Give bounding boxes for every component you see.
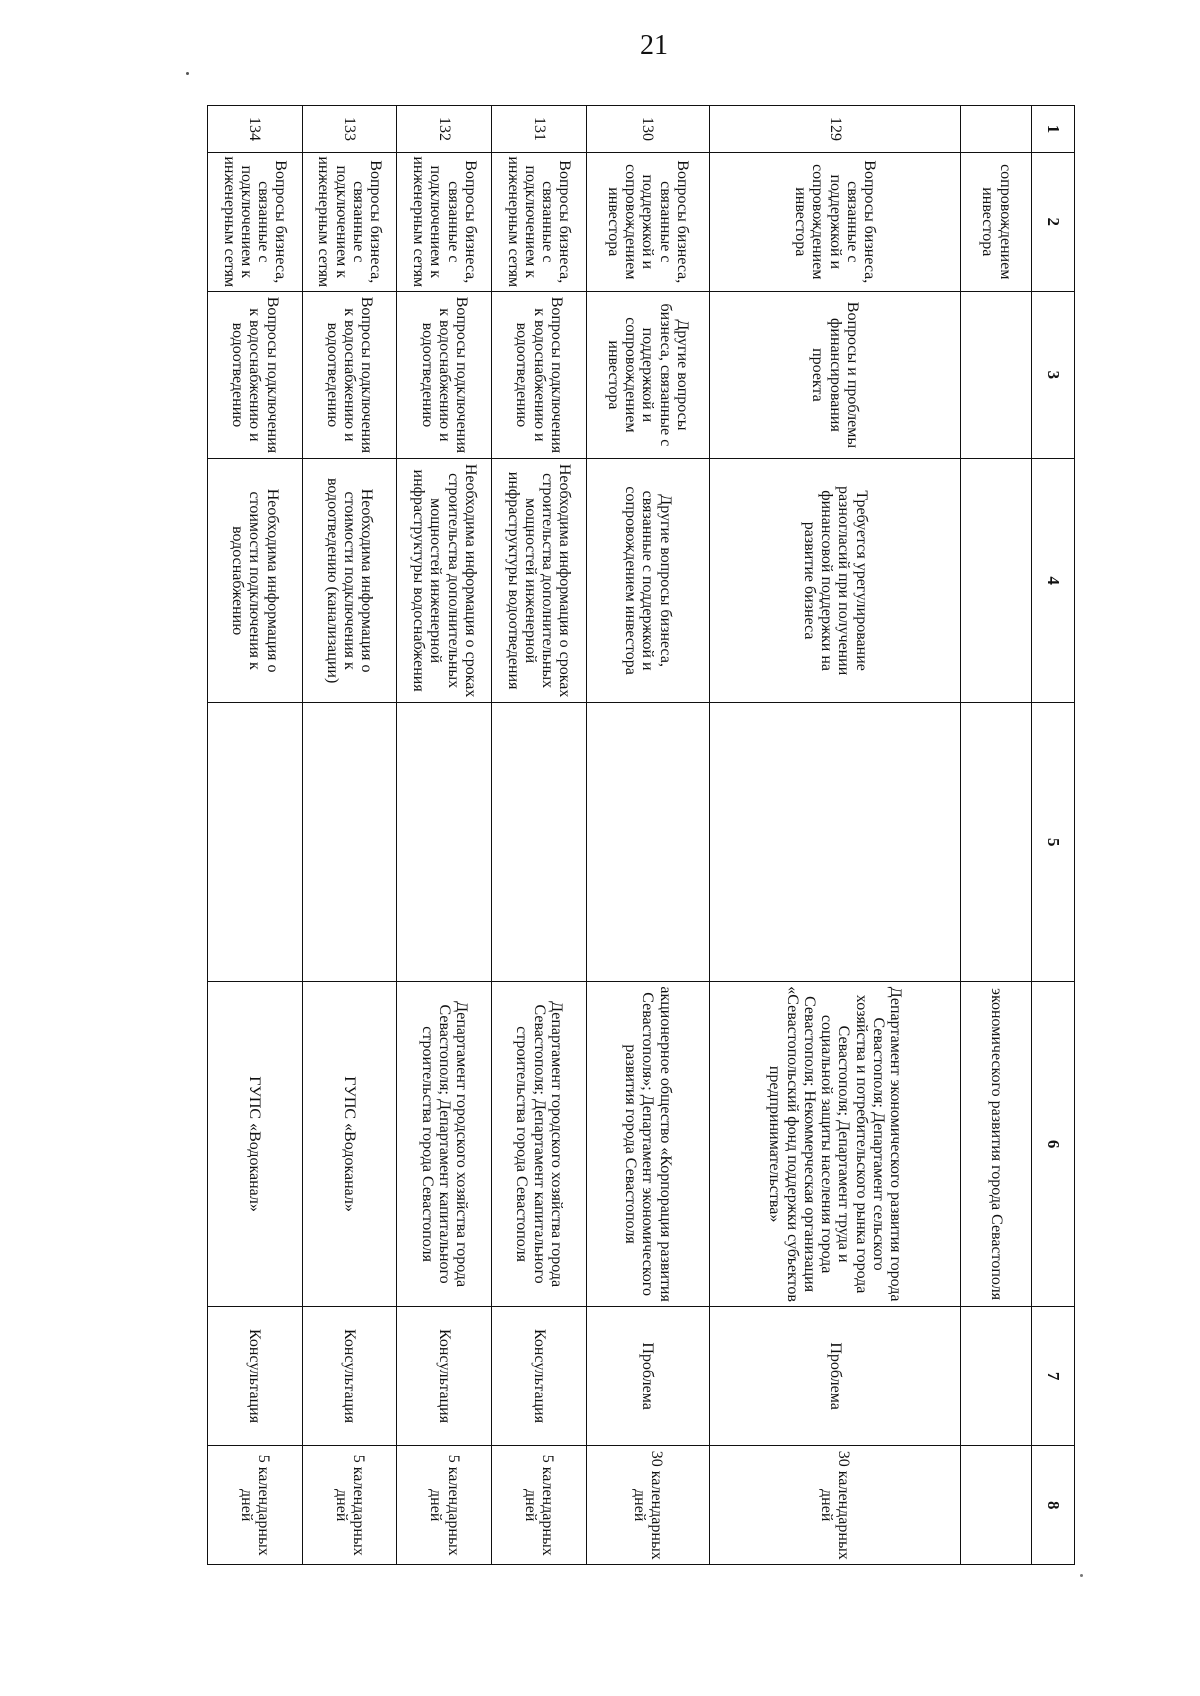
cell-subtopic: Вопросы подключения к водоснабжению и водоотведению bbox=[208, 291, 303, 459]
table-row bbox=[492, 106, 587, 1565]
cell-type: Проблема bbox=[586, 1306, 709, 1446]
cell-col5 bbox=[397, 702, 492, 982]
cell-term: 30 календарных дней bbox=[586, 1446, 709, 1565]
cell-topic: Вопросы бизнеса, связанные с подключением к инженерным сетям bbox=[397, 152, 492, 291]
cell-type: Проблема bbox=[709, 1306, 961, 1446]
cell-responsible: Департамент городского хозяйства города Севастополя; Департамент капитального строительства города Севастополя bbox=[397, 982, 492, 1306]
cell-num: 134 bbox=[208, 106, 303, 153]
cell-topic: Вопросы бизнеса, связанные с поддержкой и сопровождением инвестора bbox=[586, 152, 709, 291]
header-col-4: 4 bbox=[1032, 459, 1075, 703]
table-header-row bbox=[1032, 106, 1075, 1565]
cell-num: 130 bbox=[586, 106, 709, 153]
header-col-7: 7 bbox=[1032, 1306, 1075, 1446]
scan-speck bbox=[1080, 1574, 1083, 1577]
cell-subtopic: Другие вопросы бизнеса, связанные с поддержкой и сопровождением инвестора bbox=[586, 291, 709, 459]
cell-responsible: Департамент городского хозяйства города Севастополя; Департамент капитального строительства города Севастополя bbox=[492, 982, 587, 1306]
cell-type: Консультация bbox=[397, 1306, 492, 1446]
cell-subtopic: Вопросы и проблемы финансирования проекта bbox=[709, 291, 961, 459]
cell-type: Консультация bbox=[492, 1306, 587, 1446]
scan-speck bbox=[186, 72, 189, 75]
cell-subtopic: Вопросы подключения к водоснабжению и водоотведению bbox=[492, 291, 587, 459]
cell-col5 bbox=[586, 702, 709, 982]
cell-issue: Необходима информация о сроках строительства дополнительных мощностей инженерной инфраструктуры водоснабжения bbox=[397, 459, 492, 703]
issues-table bbox=[207, 105, 1075, 1565]
cell-col5 bbox=[208, 702, 303, 982]
cell-topic: Вопросы бизнеса, связанные с подключением к инженерным сетям bbox=[492, 152, 587, 291]
cell-topic: Вопросы бизнеса, связанные с подключением к инженерным сетям bbox=[208, 152, 303, 291]
cell-num bbox=[961, 106, 1032, 153]
table-row bbox=[302, 106, 397, 1565]
cell-col5 bbox=[302, 702, 397, 982]
cell-num: 133 bbox=[302, 106, 397, 153]
cell-responsible: Департамент экономического развития города Севастополя; Департамент сельского хозяйства и потребительского рынка города Севастополя; Департамент труда и социальной защиты населения города Севастополя; Некоммерческая организация «Севастопольский фонд поддержки субъектов предпринимательства» bbox=[709, 982, 961, 1306]
cell-topic: Вопросы бизнеса, связанные с подключением к инженерным сетям bbox=[302, 152, 397, 291]
cell-issue bbox=[961, 459, 1032, 703]
cell-topic: сопровождением инвестора bbox=[961, 152, 1032, 291]
page-number: 21 bbox=[640, 30, 668, 61]
header-col-1: 1 bbox=[1032, 106, 1075, 153]
cell-term: 5 календарных дней bbox=[397, 1446, 492, 1565]
cell-type: Консультация bbox=[208, 1306, 303, 1446]
cell-term: 30 календарных дней bbox=[709, 1446, 961, 1565]
table-row bbox=[397, 106, 492, 1565]
cell-responsible: ГУПС «Водоканал» bbox=[302, 982, 397, 1306]
header-col-3: 3 bbox=[1032, 291, 1075, 459]
header-col-5: 5 bbox=[1032, 702, 1075, 982]
header-col-2: 2 bbox=[1032, 152, 1075, 291]
cell-type bbox=[961, 1306, 1032, 1446]
cell-term: 5 календарных дней bbox=[208, 1446, 303, 1565]
cell-issue: Другие вопросы бизнеса, связанные с поддержкой и сопровождением инвестора bbox=[586, 459, 709, 703]
cell-subtopic: Вопросы подключения к водоснабжению и водоотведению bbox=[302, 291, 397, 459]
cell-responsible: экономического развития города Севастополя bbox=[961, 982, 1032, 1306]
cell-num: 129 bbox=[709, 106, 961, 153]
cell-issue: Требуется урегулирование разногласий при получении финансовой поддержки на развитие бизнеса bbox=[709, 459, 961, 703]
table-row bbox=[586, 106, 709, 1565]
cell-responsible: ГУПС «Водоканал» bbox=[208, 982, 303, 1306]
cell-issue: Необходима информация о стоимости подключения к водоотведению (канализации) bbox=[302, 459, 397, 703]
cell-subtopic bbox=[961, 291, 1032, 459]
cell-subtopic: Вопросы подключения к водоснабжению и водоотведению bbox=[397, 291, 492, 459]
cell-term: 5 календарных дней bbox=[492, 1446, 587, 1565]
cell-num: 132 bbox=[397, 106, 492, 153]
cell-type: Консультация bbox=[302, 1306, 397, 1446]
cell-topic: Вопросы бизнеса, связанные с поддержкой и сопровождением инвестора bbox=[709, 152, 961, 291]
cell-col5 bbox=[961, 702, 1032, 982]
table-row bbox=[208, 106, 303, 1565]
cell-col5 bbox=[492, 702, 587, 982]
rotated-table-wrapper bbox=[207, 105, 1075, 1565]
table-row bbox=[709, 106, 961, 1565]
cell-responsible: акционерное общество «Корпорация развития Севастополя»; Департамент экономического развития города Севастополя bbox=[586, 982, 709, 1306]
header-col-8: 8 bbox=[1032, 1446, 1075, 1565]
header-col-6: 6 bbox=[1032, 982, 1075, 1306]
cell-col5 bbox=[709, 702, 961, 982]
table-row-continuation bbox=[961, 106, 1032, 1565]
cell-issue: Необходима информация о стоимости подключения к водоснабжению bbox=[208, 459, 303, 703]
cell-num: 131 bbox=[492, 106, 587, 153]
cell-term bbox=[961, 1446, 1032, 1565]
cell-issue: Необходима информация о сроках строительства дополнительных мощностей инженерной инфраструктуры водоотведения bbox=[492, 459, 587, 703]
cell-term: 5 календарных дней bbox=[302, 1446, 397, 1565]
